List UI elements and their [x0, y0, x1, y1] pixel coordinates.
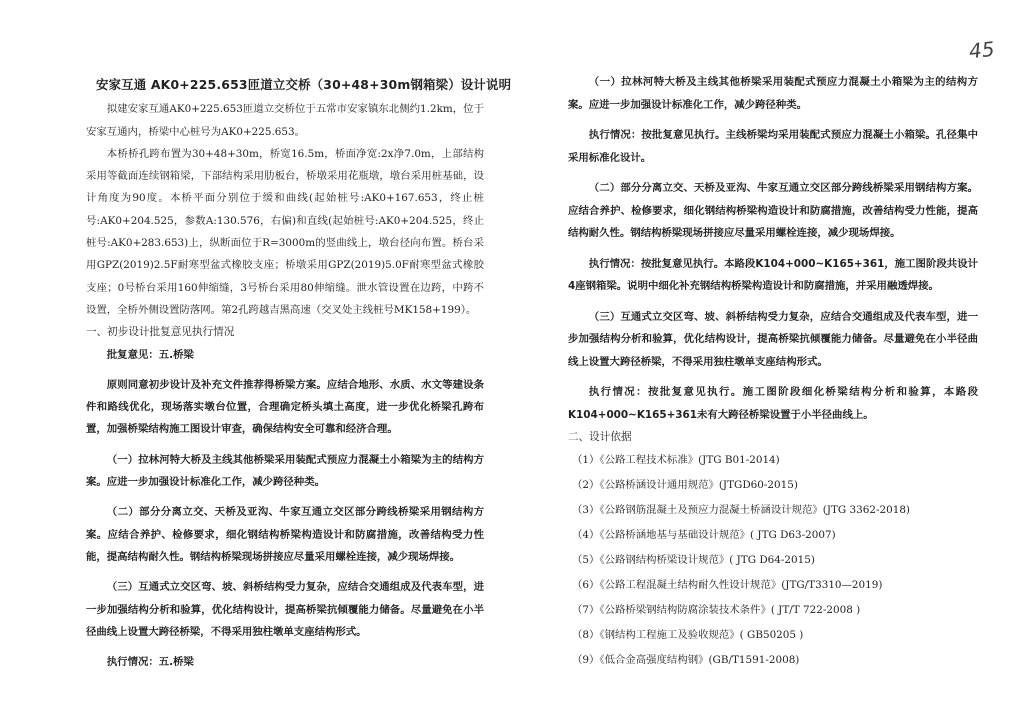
execution-3: 执行情况：按批复意见执行。施工图阶段细化桥梁结构分析和验算，本路段K104+000~K165+361未有大跨径桥梁设置于小半径曲线上。 — [568, 386, 978, 421]
intro-paragraph-1: 拟建安家互通AK0+225.653匝道立交桥位于五常市安家镇东北侧约1.2km，位于安家互通内，桥梁中心桩号为AK0+225.653。 — [86, 103, 484, 138]
approval-item-1-repeat: （一）拉林河特大桥及主线其他桥梁采用装配式预应力混凝土小箱梁为主的结构方案。应进一步加强设计标准化工作，减少跨径种类。 — [568, 76, 978, 111]
approval-item-2-repeat: （二）部分分离立交、天桥及亚沟、牛家互通立交区部分跨线桥梁采用钢结构方案。应结合养护、检修要求，细化钢结构桥梁构造设计和防腐措施，改善结构受力性能，提高结构耐久性。钢结构桥梁现场拼接应尽量采用螺栓连接，减少现场焊接。 — [568, 182, 978, 239]
reference-item: （8）《钢结构工程施工及验收规范》( GB50205 ) — [572, 628, 804, 641]
approval-item-3-repeat: （三）互通式立交区弯、坡、斜桥结构受力复杂，应结合交通组成及代表车型，进一步加强结构分析和验算，优化结构设计，提高桥梁抗倾覆能力储备。尽量避免在小半径曲线上设置大跨径桥梁，不得采用独柱墩单支座结构形式。 — [568, 310, 978, 368]
reference-item: （7）《公路桥梁钢结构防腐涂装技术条件》( JT/T 722-2008 ) — [572, 603, 861, 616]
reference-item: （4）《公路桥涵地基与基础设计规范》( JTG D63-2007) — [572, 528, 836, 541]
document-title: 安家互通 AK0+225.653匝道立交桥（30+48+30m钢箱梁）设计说明 — [96, 77, 512, 92]
reference-list — [568, 449, 978, 672]
section-heading-2: 二、设计依据 — [568, 431, 632, 443]
right-column — [568, 71, 978, 674]
approval-principle: 原则同意初步设计及补充文件推荐得桥梁方案。应结合地形、水质、水文等建设条件和路线优化，现场落实墩台位置，合理确定桥头填土高度，进一步优化桥梁孔跨布置，加强桥梁结构施工图设计审查，确保结构安全可靠和经济合理。 — [86, 378, 484, 436]
reference-item: （1）《公路工程技术标准》(JTG B01-2014) — [572, 453, 780, 466]
approval-label: 批复意见：五.桥梁 — [106, 348, 194, 361]
approval-item-1: （一）拉林河特大桥及主线其他桥梁采用装配式预应力混凝土小箱梁为主的结构方案。应进一步加强设计标准化工作，减少跨径种类。 — [86, 453, 484, 489]
reference-item: （6）《公路工程混凝土结构耐久性设计规范》(JTG/T3310—2019) — [572, 578, 883, 591]
execution-1: 执行情况：按批复意见执行。主线桥梁均采用装配式预应力混凝土小箱梁。孔径集中采用标准化设计。 — [568, 129, 978, 164]
approval-item-3: （三）互通式立交区弯、坡、斜桥结构受力复杂，应结合交通组成及代表车型，进一步加强结构分析和验算，优化结构设计，提高桥梁抗倾覆能力储备。尽量避免在小半径曲线上设置大跨径桥梁，不得采用独柱墩单支座结构形式。 — [86, 581, 484, 638]
section-heading-1: 一、初步设计批复意见执行情况 — [86, 326, 235, 339]
reference-item: （2）《公路桥涵设计通用规范》(JTGD60-2015) — [572, 478, 798, 491]
reference-item: （5）《公路钢结构桥梁设计规范》( JTG D64-2015) — [572, 553, 815, 566]
reference-item: （3）《公路钢筋混凝土及预应力混凝土桥涵设计规范》(JTG 3362-2018) — [572, 503, 910, 516]
intro-paragraph-2: 本桥桥孔跨布置为30+48+30m，桥宽16.5m，桥面净宽:2x净7.0m，上部结构采用等截面连续钢箱梁，下部结构采用肋板台，桥墩采用花瓶墩，墩台采用桩基础，设计角度为90度。本桥平面分别位于缓和曲线(起始桩号:AK0+167.653，终止桩号:AK0+204.525，参数A:130.576，右偏)和直线(起始桩号:AK0+204.525，终止桩号:AK0+283.653)上，纵断面位于R=3000m的竖曲线上，墩台径向布置。桥台采用GPZ(2019)2.5F耐寒型盆式橡胶支座；桥墩采用GPZ(2019)5.0F耐寒型盆式橡胶支座；0号桥台采用160伸缩缝，3号桥台采用80伸缩缝。泄水管设置在边跨，中跨不设置，全桥外侧设置防落网。第2孔跨越吉黑高速（交叉处主线桩号MK158+199）。 — [86, 147, 484, 316]
execution-label: 执行情况：五.桥梁 — [106, 656, 194, 669]
reference-item: （9）《低合金高强度结构钢》(GB/T1591-2008) — [572, 653, 800, 666]
page-number: 45 — [967, 36, 996, 64]
left-column — [86, 74, 512, 673]
approval-item-2: （二）部分分离立交、天桥及亚沟、牛家互通立交区部分跨线桥梁采用钢结构方案。应结合养护、检修要求，细化钢结构桥梁构造设计和防腐措施，改善结构受力性能，提高结构耐久性。钢结构桥梁现场拼接应尽量采用螺栓连接，减少现场焊接。 — [86, 506, 484, 563]
execution-2: 执行情况：按批复意见执行。本路段K104+000~K165+361，施工图阶段共设计4座钢箱梁。说明中细化补充钢结构桥梁构造设计和防腐措施，并采用融透焊接。 — [568, 257, 978, 292]
